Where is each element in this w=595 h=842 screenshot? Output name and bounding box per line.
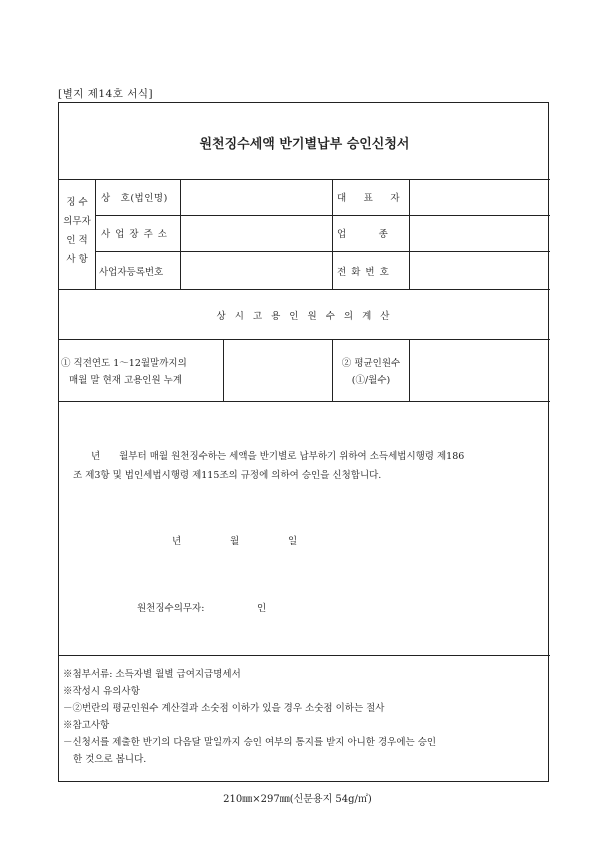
writing-notes-title: ※작성시 유의사항 bbox=[63, 686, 140, 697]
phone-field[interactable] bbox=[410, 252, 549, 288]
reference-line2: 한 것으로 봅니다. bbox=[73, 754, 147, 765]
application-form bbox=[58, 102, 549, 782]
representative-field[interactable] bbox=[410, 180, 549, 214]
reference-line1: －신청서를 제출한 반기의 다음달 말일까지 승인 여부의 통지를 받지 아니한 경우에는 승인 bbox=[63, 737, 437, 748]
date-year-label: 년 bbox=[172, 536, 182, 547]
business-reg-no-label: 사업자등록번호 bbox=[99, 267, 164, 278]
col-value1 bbox=[332, 179, 333, 289]
average-employees-label: ② 평균인원수 (①/월수) bbox=[341, 358, 401, 386]
notes-section bbox=[63, 666, 436, 768]
company-name-field[interactable] bbox=[181, 180, 331, 214]
form-number-tag: [별지 제14호 서식] bbox=[58, 88, 154, 100]
employee-calc-title: 상 시 고 용 인 원 수 의 계 산 bbox=[216, 311, 393, 322]
company-name-label: 상 호(법인명) bbox=[101, 193, 168, 204]
applicant-label: 원천징수의무자: bbox=[137, 603, 205, 614]
business-reg-no-field[interactable] bbox=[181, 252, 331, 288]
rule-notes-top bbox=[59, 655, 550, 656]
date-month-label: 월 bbox=[230, 536, 240, 547]
application-statement: 년 월부터 매월 원천징수하는 세액을 반기별로 납부하기 위하여 소득세법시행령 제186 조 제3항 및 법인세법시행령 제115조의 규정에 의하여 승인을 신청합니다. bbox=[73, 451, 465, 481]
rule-calc-bottom bbox=[59, 401, 550, 402]
paper-spec-footer: 210㎜×297㎜(신문용지 54g/㎡) bbox=[223, 794, 372, 805]
date-day-label: 일 bbox=[288, 536, 298, 547]
seal-mark: 인 bbox=[257, 603, 267, 614]
reference-title: ※참고사항 bbox=[63, 720, 110, 731]
applicant-name-field[interactable] bbox=[209, 593, 253, 615]
phone-label: 전 화 번 호 bbox=[337, 267, 390, 278]
business-type-label: 업 종 bbox=[337, 229, 389, 240]
attachment-note: ※첨부서류: 소득자별 월별 급여지급명세서 bbox=[63, 669, 241, 680]
rule-info-bottom bbox=[59, 289, 550, 290]
withholding-agent-side-label: 징 수 의무자 인 적 사 항 bbox=[63, 197, 91, 265]
col-side-label bbox=[95, 179, 96, 289]
writing-note-item: －②번란의 평균인원수 계산결과 소숫점 이하가 있을 경우 소숫점 이하는 절사 bbox=[63, 703, 385, 714]
representative-label: 대 표 자 bbox=[337, 193, 404, 204]
cumulative-employees-field[interactable] bbox=[224, 340, 331, 400]
average-employees-field[interactable] bbox=[410, 340, 549, 400]
business-type-field[interactable] bbox=[410, 216, 549, 250]
business-address-field[interactable] bbox=[181, 216, 331, 250]
form-title: 원천징수세액 반기별납부 승인신청서 bbox=[199, 137, 410, 152]
cumulative-employees-label: ① 직전연도 1～12월말까지의 매월 말 현재 고용인원 누계 bbox=[61, 358, 187, 386]
business-address-label: 사 업 장 주 소 bbox=[101, 229, 168, 240]
